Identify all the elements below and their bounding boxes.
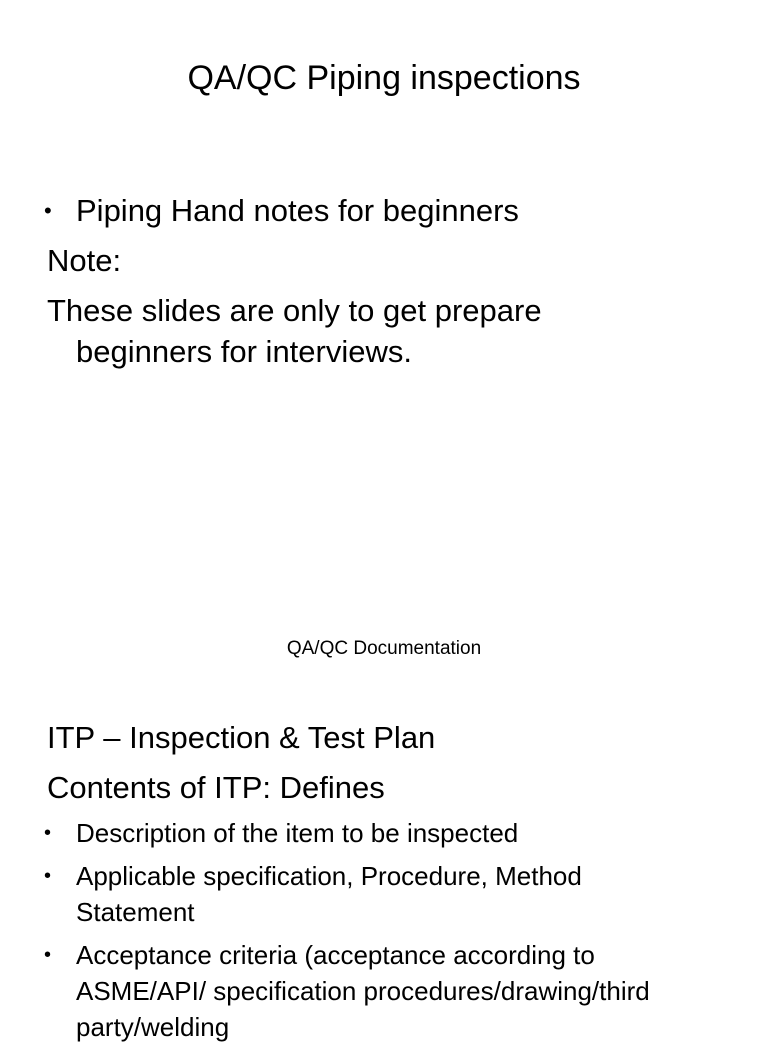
slide-title: QA/QC Piping inspections [187, 59, 581, 97]
bullet-text: Piping Hand notes for beginners [76, 193, 519, 228]
bullet-marker: • [44, 865, 52, 887]
note-line-1: These slides are only to get prepare [47, 293, 542, 328]
bullet-marker: • [44, 944, 52, 966]
list-item: Description of the item to be inspected [76, 818, 519, 848]
note-label: Note: [47, 243, 122, 278]
note-line-2: beginners for interviews. [76, 334, 412, 369]
list-item: Acceptance criteria (acceptance according to ASME/API/ specification procedures/drawing/third party/welding [76, 940, 650, 1042]
bullet-marker: • [44, 198, 52, 223]
section-header: QA/QC Documentation [286, 638, 482, 659]
heading-itp: ITP – Inspection & Test Plan [47, 720, 436, 755]
bullet-marker: • [44, 822, 52, 844]
list-item: Applicable specification, Procedure, Method Statement [76, 861, 582, 927]
heading-contents: Contents of ITP: Defines [47, 770, 385, 805]
